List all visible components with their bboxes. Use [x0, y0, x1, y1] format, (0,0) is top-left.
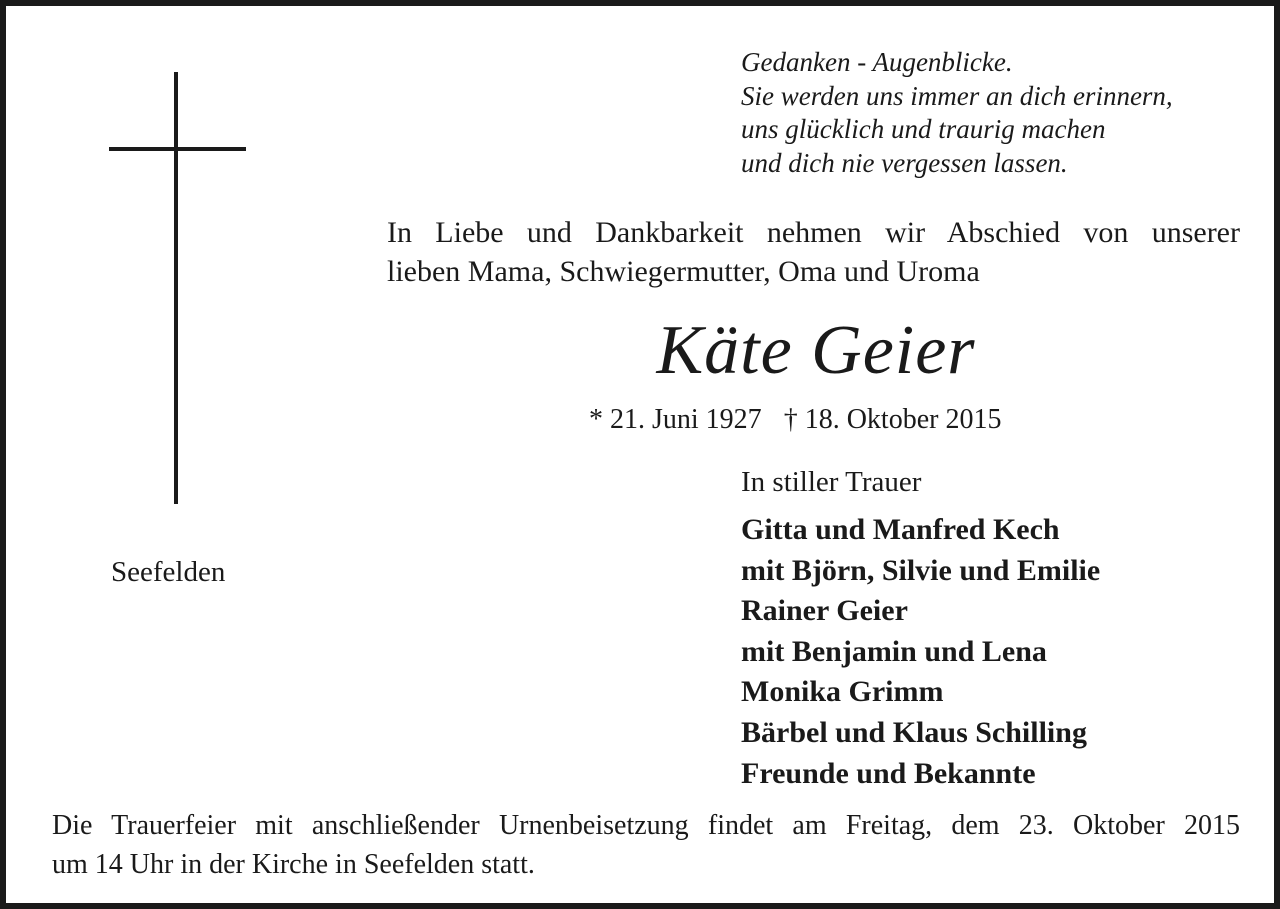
place-name: Seefelden: [111, 556, 226, 588]
family-member: mit Benjamin und Lena: [741, 634, 1047, 668]
intro-text: [387, 213, 1240, 291]
poem-line: und dich nie vergessen lassen.: [741, 147, 1068, 178]
family-member: Bärbel und Klaus Schilling: [741, 715, 1087, 749]
family-member: Monika Grimm: [741, 675, 944, 709]
family-list: [741, 510, 1100, 794]
poem: [741, 46, 1173, 180]
life-dates: [589, 402, 1001, 438]
poem-line: Sie werden uns immer an dich erinnern,: [741, 80, 1173, 111]
funeral-info-line: um 14 Uhr in der Kirche in Seefelden statt.: [52, 849, 535, 880]
birth-date: * 21. Juni 1927: [589, 404, 762, 435]
family-member: Gitta und Manfred Kech: [741, 513, 1060, 546]
deceased-name: Käte Geier: [656, 312, 976, 389]
intro-line: In Liebe und Dankbarkeit nehmen wir Abschied von unserer: [387, 216, 1240, 249]
mourning-heading: In stiller Trauer: [741, 466, 922, 498]
poem-line: uns glücklich und traurig machen: [741, 114, 1106, 144]
funeral-info-line: Die Trauerfeier mit anschließender Urnenbeisetzung findet am Freitag, dem 23. Oktober 2015: [52, 810, 1240, 841]
family-member: Freunde und Bekannte: [741, 756, 1036, 790]
cross-vertical-bar: [174, 72, 178, 504]
intro-line: lieben Mama, Schwiegermutter, Oma und Uroma: [387, 255, 980, 288]
family-member: Rainer Geier: [741, 594, 908, 628]
death-date: † 18. Oktober 2015: [783, 404, 1002, 435]
funeral-info: [52, 806, 1240, 884]
family-member: mit Björn, Silvie und Emilie: [741, 553, 1101, 587]
poem-line: Gedanken - Augenblicke.: [741, 47, 1013, 77]
cross-horizontal-bar: [109, 147, 246, 151]
